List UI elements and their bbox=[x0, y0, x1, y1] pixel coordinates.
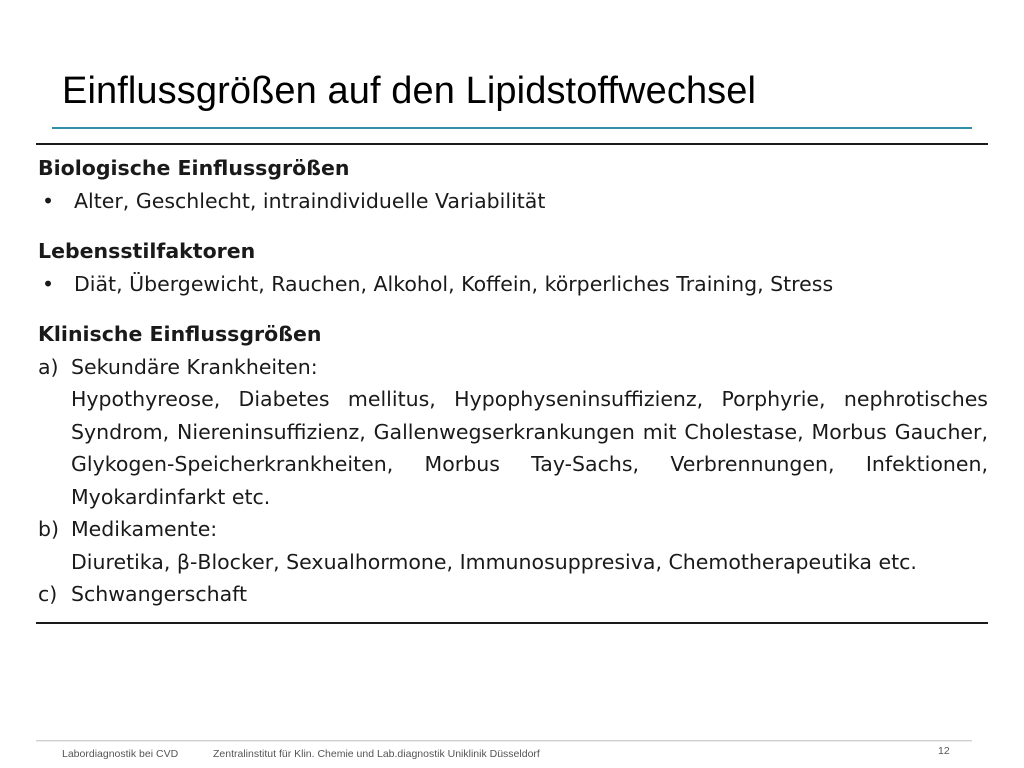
list-marker: a) bbox=[38, 354, 59, 379]
clinical-heading: Klinische Einflussgrößen bbox=[38, 322, 322, 346]
lifestyle-item bbox=[38, 268, 988, 301]
clinical-item-label: Medikamente: bbox=[71, 517, 218, 541]
clinical-item-detail: Diuretika, β-Blocker, Sexualhormone, Immunosuppresiva, Chemotherapeutika etc. bbox=[71, 549, 917, 574]
clinical-item-b bbox=[38, 513, 988, 578]
clinical-item-label: Schwangerschaft bbox=[71, 582, 248, 606]
footer-divider-shadow bbox=[36, 741, 972, 742]
clinical-item-a-label-row bbox=[38, 351, 988, 384]
clinical-item-label: Sekundäre Krankheiten: bbox=[71, 354, 318, 379]
clinical-item-b-label-row bbox=[38, 513, 988, 546]
biological-item bbox=[38, 185, 988, 218]
bullet-icon: • bbox=[42, 271, 55, 296]
clinical-item-c-label-row bbox=[38, 578, 988, 611]
biological-heading: Biologische Einflussgrößen bbox=[38, 156, 350, 180]
bullet-icon: • bbox=[42, 188, 55, 213]
list-marker: b) bbox=[38, 517, 60, 541]
spacer bbox=[38, 217, 988, 235]
spacer bbox=[38, 300, 988, 318]
content-top-rule bbox=[36, 143, 988, 145]
page-title: Einflussgrößen auf den Lipidstoffwechsel bbox=[62, 70, 757, 112]
page-number: 12 bbox=[938, 745, 950, 757]
title-underline bbox=[52, 127, 972, 129]
footer-course-name: Labordiagnostik bei CVD bbox=[62, 748, 179, 760]
lifestyle-heading: Lebensstilfaktoren bbox=[38, 239, 256, 263]
content-bottom-rule bbox=[36, 622, 988, 624]
footer-institute: Zentralinstitut für Klin. Chemie und Lab.diagnostik Uniklinik Düsseldorf bbox=[213, 748, 540, 760]
list-marker: c) bbox=[38, 582, 58, 606]
clinical-item-c bbox=[38, 578, 988, 611]
content-box bbox=[38, 152, 988, 611]
clinical-item-detail: Hypothyreose, Diabetes mellitus, Hypophyseninsuffizienz, Porphyrie, nephrotisches Syndrom, Niereninsuffizienz, Gallenwegserkrankungen mit Cholestase, Morbus Gaucher, Glykogen-Speicherkrankheiten, Morbus Tay-Sachs, Verbrennungen, Infektionen, Myokardinfarkt etc. bbox=[71, 387, 988, 509]
biological-item-text: Alter, Geschlecht, intraindividuelle Variabilität bbox=[74, 188, 546, 213]
clinical-item-a bbox=[38, 351, 988, 514]
lifestyle-item-text: Diät, Übergewicht, Rauchen, Alkohol, Koffein, körperliches Training, Stress bbox=[74, 271, 834, 296]
